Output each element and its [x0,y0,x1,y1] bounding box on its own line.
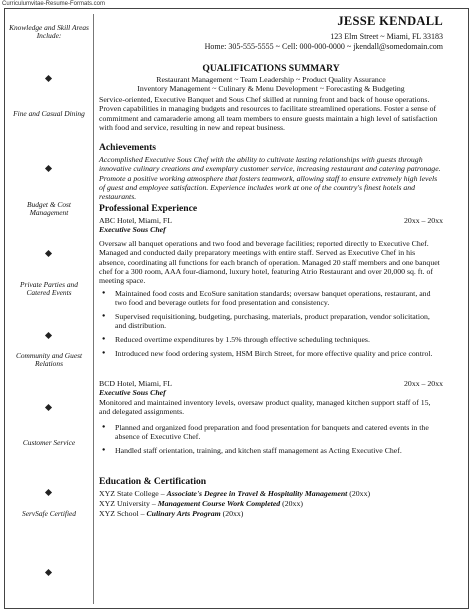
qualifications-heading: QUALIFICATIONS SUMMARY [202,63,340,74]
achievements-heading: Achievements [99,142,157,153]
job-employer: ABC Hotel, Miami, FL [99,216,172,225]
separator: – [158,489,167,498]
school-name: XYZ State College [99,489,159,498]
skills-sidebar [9,14,89,604]
job-bullet: ● Reduced overtime expenditures by 1.5% through effective scheduling techniques. [115,335,435,344]
graduation-year: (20xx) [347,489,371,498]
sidebar-item-customer-service: Customer Service [22,438,76,447]
experience-heading: Professional Experience [99,203,198,214]
sidebar-item-community: Community and Guest Relations [15,351,83,369]
qualifications-summary: Service-oriented, Executive Banquet and Sous Chef skilled at running front and back of house operations. Proven capabilities in managing budgets and resources to facilitate streamlined operations. Foster a sense of commitment and camaraderie among all team members to ensure guests maintain a high level of satisfaction with food and service, resulting in new and repeat business. [99,95,438,132]
sidebar-item-budget: Budget & Cost Management [27,200,71,218]
qualifications-keywords-2: Inventory Management ~ Culinary & Menu Development ~ Forecasting & Budgeting [137,84,405,93]
job-title: Executive Sous Chef [99,225,166,234]
sidebar-item-events: Private Parties and Catered Events [20,280,78,298]
candidate-name: JESSE KENDALL [337,14,443,28]
diamond-bullet-icon [45,404,52,411]
job-dates: 20xx – 20xx [404,216,443,225]
job-bullet: ● Supervised requisitioning, budgeting, purchasing, materials, product preparation, vendor solicitation, and distribution. [115,312,435,331]
job-summary: Oversaw all banquet operations and two food and beverage facilities; reported directly to Executive Chef. Managed and conducted daily preparatory meetings with entire staff. Served as Executive Chef in his absence, coordinating all functions for each branch of operation. Managed 20 staff members and one banquet chef for a 300 room, AAA four-diamond, luxury hotel, featuring Atrio Restaurant and over 20,000 sq. ft. of meeting space. [99,239,440,286]
job-dates: 20xx – 20xx [404,379,443,388]
graduation-year: (20xx) [280,499,303,508]
separator: – [149,499,158,508]
achievements-text: Accomplished Executive Sous Chef with the ability to cultivate lasting relationships with guests through innovative culinary creations and exemplary customer service, increasing restaurant and catering patronage. Promote a positive working atmosphere that fosters teamwork, allowing staff to ensure extremely high levels of guest and employee satisfaction. Experience includes work at one of the country's finest hotels and restaurants. [99,155,441,202]
program-name: Culinary Arts Program [146,509,221,518]
site-watermark: Curriculumvitae-Resume-Formats.com [2,1,106,7]
graduation-year: (20xx) [220,509,244,518]
diamond-bullet-icon [45,489,52,496]
sidebar-item-knowledge: Knowledge and Skill Areas Include: [9,23,89,41]
education-entry [99,489,370,498]
sidebar-item-servsafe: ServSafe Certified [22,509,76,518]
program-name: Associate's Degree in Travel & Hospitality Management [166,489,348,498]
job-bullet: ● Maintained food costs and EcoSure sanitation standards; oversaw banquet operations, restaurant, and two food and beverage outlets for food presentation and consistency. [115,289,435,308]
education-entry [99,509,243,518]
diamond-bullet-icon [45,250,52,257]
sidebar-divider [93,14,94,604]
program-name: Management Course Work Completed [157,499,281,508]
education-heading: Education & Certification [99,476,207,487]
diamond-bullet-icon [45,569,52,576]
separator: – [138,509,147,518]
sidebar-item-dining: Fine and Casual Dining [13,109,85,118]
address-line: 123 Elm Street ~ Miami, FL 33183 [330,32,443,41]
school-name: XYZ School [99,509,139,518]
diamond-bullet-icon [45,165,52,172]
contact-line: Home: 305-555-5555 ~ Cell: 000-000-0000 ~ jkendall@somedomain.com [204,42,443,51]
school-name: XYZ University [99,499,150,508]
diamond-bullet-icon [45,332,52,339]
job-employer: BCD Hotel, Miami, FL [99,379,172,388]
education-entry [99,499,303,508]
diamond-bullet-icon [45,75,52,82]
qualifications-keywords-1: Restaurant Management ~ Team Leadership ~ Product Quality Assurance [156,75,386,84]
job-bullet: ● Handled staff orientation, training, and kitchen staff management as Acting Executive Chef. [115,446,435,455]
job-title: Executive Sous Chef [99,388,166,397]
job-bullet: ● Planned and organized food preparation and food presentation for banquets and catered events in the absence of Executive Chef. [115,423,435,442]
resume-main [99,14,443,606]
job-bullet: ● Introduced new food ordering system, HSM Birch Street, for more effective quality and price control. [115,349,435,358]
job-summary: Monitored and maintained inventory levels, oversaw product quality, managed kitchen support staff of 15, and delegated assignments. [99,398,431,417]
